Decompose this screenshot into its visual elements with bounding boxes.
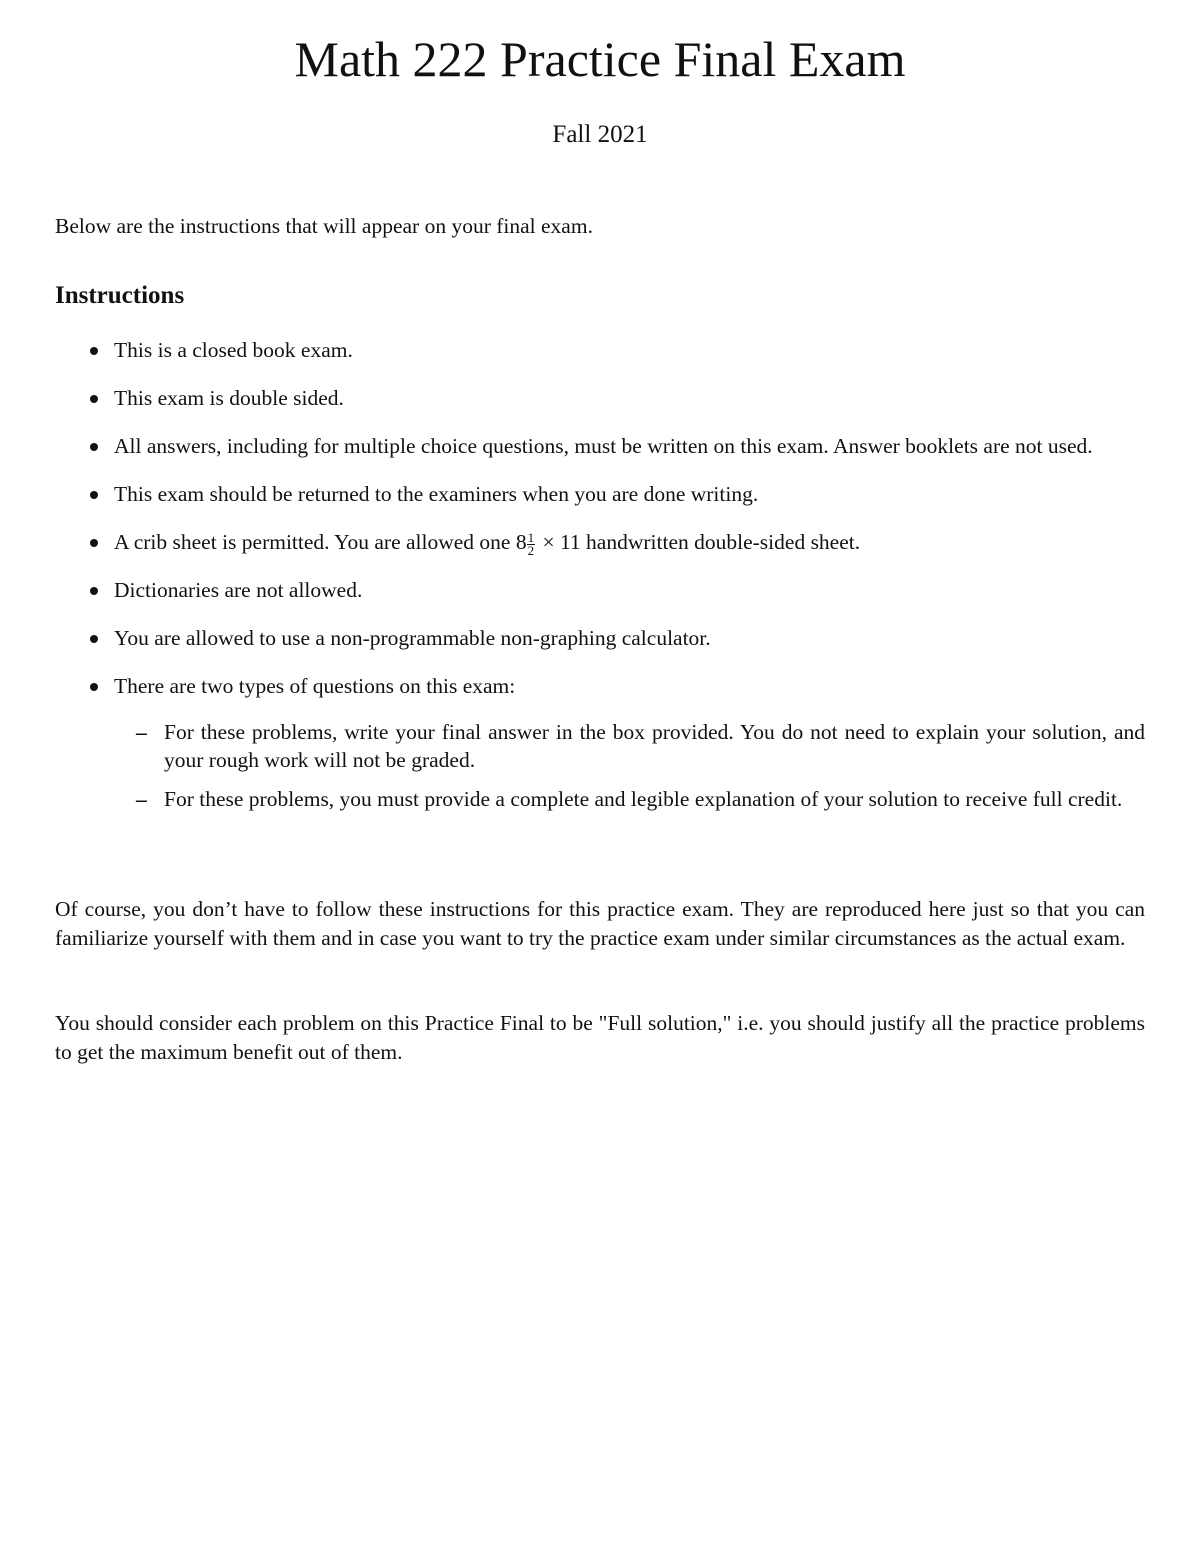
instructions-list: [55, 336, 1145, 833]
crib-sheet-text-before: A crib sheet is permitted. You are allowed one 8: [114, 530, 527, 554]
fraction-numerator: 1: [527, 529, 535, 545]
instruction-text: There are two types of questions on this exam:: [114, 674, 516, 699]
instruction-item: [55, 432, 1145, 461]
bullet-icon: [90, 491, 98, 499]
instruction-item: [55, 672, 1145, 813]
instruction-text: You are allowed to use a non-programmable non-graphing calculator.: [114, 626, 711, 651]
bullet-icon: [90, 683, 98, 691]
crib-sheet-text-after: × 11 handwritten double-sided sheet.: [537, 530, 861, 554]
question-type-item: [114, 718, 1145, 775]
dash-icon: –: [136, 786, 147, 811]
instruction-text: Dictionaries are not allowed.: [114, 578, 363, 603]
instruction-text: This exam should be returned to the examiners when you are done writing.: [114, 482, 759, 506]
instruction-item: [55, 336, 1145, 365]
instruction-text: This is a closed book exam.: [114, 338, 353, 362]
instruction-text: All answers, including for multiple choice questions, must be written on this exam. Answer booklets are not used.: [114, 434, 1093, 458]
document-title: Math 222 Practice Final Exam: [294, 31, 906, 87]
paragraph-full-solution: You should consider each problem on this Practice Final to be "Full solution," i.e. you should justify all the practice problems to get the maximum benefit out of them.: [55, 1011, 1145, 1064]
instruction-item: [55, 384, 1145, 413]
bullet-icon: [90, 395, 98, 403]
intro-text: Below are the instructions that will appear on your final exam.: [55, 214, 593, 238]
instructions-heading: Instructions: [55, 282, 185, 309]
bullet-icon: [90, 587, 98, 595]
question-type-text: For these problems, you must provide a complete and legible explanation of your solution to receive full credit.: [164, 786, 1123, 811]
bullet-icon: [90, 539, 98, 547]
bullet-icon: [90, 347, 98, 355]
bullet-icon: [90, 443, 98, 451]
question-types-list: [114, 718, 1145, 814]
instruction-item: [55, 576, 1145, 605]
instruction-item: [55, 624, 1145, 653]
question-type-text: For these problems, write your final answer in the box provided. You do not need to explain your solution, and your rough work will not be graded.: [164, 719, 1145, 773]
dash-icon: –: [136, 719, 147, 744]
fraction-denominator: 2: [527, 542, 535, 558]
instruction-text: This exam is double sided.: [114, 386, 344, 410]
bullet-icon: [90, 635, 98, 643]
paragraph-practice-note: Of course, you don’t have to follow these instructions for this practice exam. They are reproduced here just so that you can familiarize yourself with them and in case you want to try the practice exam under similar circumstances as the actual exam.: [55, 897, 1145, 950]
instruction-item: [55, 480, 1145, 509]
document-term: Fall 2021: [552, 121, 648, 148]
fraction-one-half: [527, 529, 536, 558]
question-type-item: [114, 785, 1145, 814]
instruction-item-crib-sheet: [55, 528, 1145, 557]
